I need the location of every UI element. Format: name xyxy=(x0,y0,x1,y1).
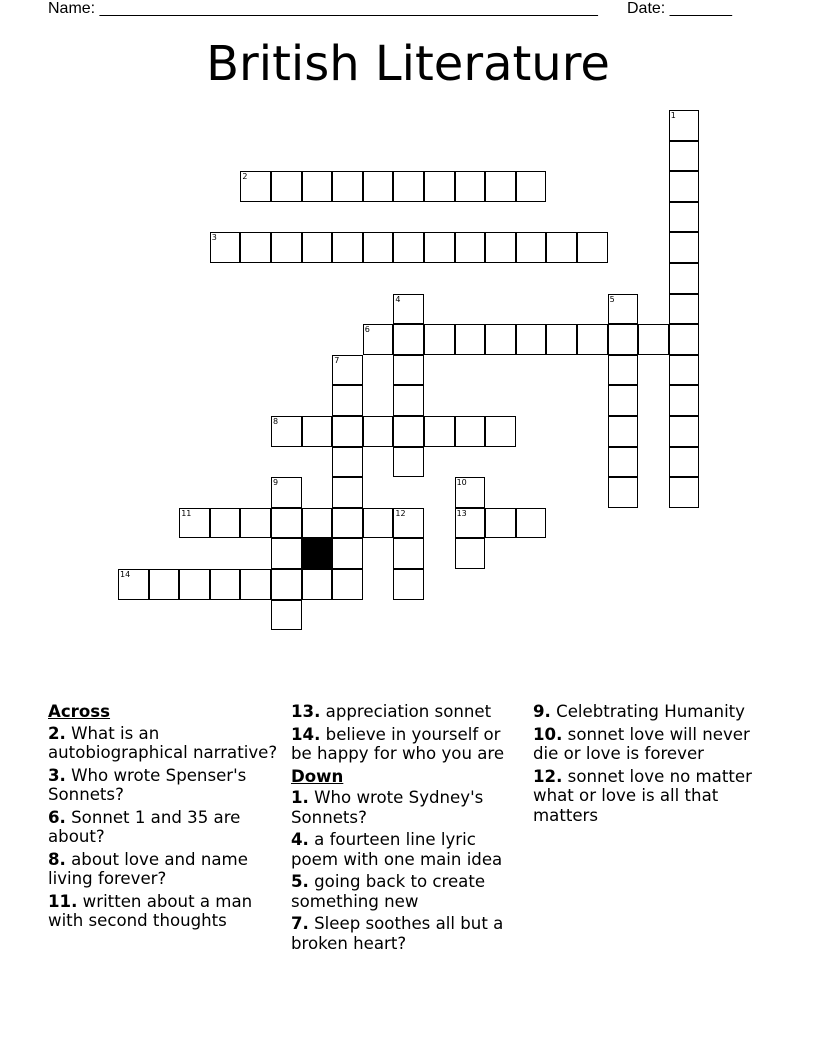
page-title: British Literature xyxy=(206,36,610,92)
grid-cell[interactable] xyxy=(240,569,271,600)
grid-cell[interactable] xyxy=(240,232,271,263)
clue-item xyxy=(533,725,768,764)
grid-cell[interactable] xyxy=(455,232,486,263)
clue-number: 11 xyxy=(181,508,192,518)
grid-cell[interactable] xyxy=(240,171,271,202)
grid-cell[interactable] xyxy=(271,232,302,263)
clue-text: Who wrote Sydney's Sonnets? xyxy=(291,788,484,827)
grid-cell[interactable] xyxy=(393,171,424,202)
clue-number-label: 2. xyxy=(48,723,66,743)
clue-column-3 xyxy=(533,702,768,828)
clue-item xyxy=(291,914,523,953)
grid-cell[interactable] xyxy=(271,416,302,447)
clue-item xyxy=(291,830,523,869)
grid-cell[interactable] xyxy=(485,416,516,447)
grid-cell[interactable] xyxy=(455,477,486,508)
clue-number: 9 xyxy=(273,478,279,488)
grid-cell[interactable] xyxy=(424,324,455,355)
clue-number: 6 xyxy=(364,325,370,335)
clue-item xyxy=(48,892,280,931)
grid-cell[interactable] xyxy=(669,110,700,141)
clue-column-1 xyxy=(48,702,280,934)
grid-cell[interactable] xyxy=(516,232,547,263)
grid-cell[interactable] xyxy=(608,294,639,325)
clue-text: about love and name living forever? xyxy=(48,849,248,888)
clue-number-label: 14. xyxy=(291,724,321,744)
grid-cell[interactable] xyxy=(302,569,333,600)
grid-cell[interactable] xyxy=(669,232,700,263)
grid-cell[interactable] xyxy=(669,477,700,508)
grid-cell[interactable] xyxy=(332,385,363,416)
grid-cell[interactable] xyxy=(669,385,700,416)
clue-item xyxy=(48,808,280,847)
clue-number: 12 xyxy=(395,508,406,518)
grid-cell[interactable] xyxy=(363,416,394,447)
grid-cell[interactable] xyxy=(179,569,210,600)
grid-cell[interactable] xyxy=(271,538,302,569)
grid-cell[interactable] xyxy=(393,294,424,325)
grid-cell[interactable] xyxy=(455,508,486,539)
clue-text: Who wrote Spenser's Sonnets? xyxy=(48,765,247,804)
grid-cell[interactable] xyxy=(516,171,547,202)
grid-cell[interactable] xyxy=(118,569,149,600)
clue-number-label: 1. xyxy=(291,788,309,807)
grid-cell[interactable] xyxy=(271,569,302,600)
grid-cell[interactable] xyxy=(455,538,486,569)
clue-number-label: 5. xyxy=(291,872,309,891)
grid-cell[interactable] xyxy=(179,508,210,539)
grid-cell[interactable] xyxy=(669,416,700,447)
grid-cell[interactable] xyxy=(669,447,700,478)
grid-cell[interactable] xyxy=(332,477,363,508)
grid-cell[interactable] xyxy=(455,324,486,355)
grid-cell[interactable] xyxy=(516,324,547,355)
clue-item xyxy=(291,725,523,764)
clue-item xyxy=(48,850,280,889)
clue-text: What is an autobiographical narrative? xyxy=(48,723,278,762)
clue-number: 5 xyxy=(609,294,615,304)
grid-cell[interactable] xyxy=(669,263,700,294)
grid-cell[interactable] xyxy=(210,508,241,539)
grid-cell[interactable] xyxy=(485,232,516,263)
grid-cell[interactable] xyxy=(332,508,363,539)
clue-item xyxy=(533,702,768,722)
clue-number-label: 4. xyxy=(291,830,309,849)
grid-cell[interactable] xyxy=(638,324,669,355)
grid-cell[interactable] xyxy=(669,324,700,355)
clue-number: 10 xyxy=(456,478,467,488)
clue-text: believe in yourself or be happy for who you are xyxy=(291,724,505,763)
grid-cell[interactable] xyxy=(424,171,455,202)
grid-cell[interactable] xyxy=(424,416,455,447)
grid-cell[interactable] xyxy=(363,324,394,355)
grid-cell[interactable] xyxy=(393,416,424,447)
grid-cell[interactable] xyxy=(240,508,271,539)
grid-cell[interactable] xyxy=(393,538,424,569)
name-field-label[interactable]: Name: ________________________________________________________ xyxy=(48,0,598,17)
grid-cell[interactable] xyxy=(608,416,639,447)
grid-cell[interactable] xyxy=(669,294,700,325)
grid-cell[interactable] xyxy=(669,202,700,233)
grid-cell[interactable] xyxy=(424,232,455,263)
across-heading: Across xyxy=(48,702,111,721)
grid-cell[interactable] xyxy=(608,447,639,478)
clue-item xyxy=(48,766,280,805)
clue-text: a fourteen line lyric poem with one main idea xyxy=(291,830,503,869)
grid-cell[interactable] xyxy=(332,171,363,202)
grid-cell[interactable] xyxy=(302,232,333,263)
grid-cell[interactable] xyxy=(546,324,577,355)
grid-cell[interactable] xyxy=(669,141,700,172)
grid-cell[interactable] xyxy=(332,538,363,569)
clue-number: 4 xyxy=(395,294,401,304)
clue-number-label: 7. xyxy=(291,914,309,933)
grid-cell[interactable] xyxy=(485,324,516,355)
clue-text: going back to create something new xyxy=(291,872,486,911)
grid-cell[interactable] xyxy=(393,232,424,263)
clue-text: Sonnet 1 and 35 are about? xyxy=(48,807,241,846)
grid-cell[interactable] xyxy=(393,385,424,416)
grid-cell[interactable] xyxy=(455,416,486,447)
grid-cell[interactable] xyxy=(363,232,394,263)
clue-text: written about a man with second thoughts xyxy=(48,891,253,930)
grid-cell[interactable] xyxy=(302,508,333,539)
clue-number: 8 xyxy=(273,417,279,426)
grid-cell[interactable] xyxy=(332,447,363,478)
grid-cell[interactable] xyxy=(485,171,516,202)
grid-cell[interactable] xyxy=(608,477,639,508)
clue-text: Sleep soothes all but a broken heart? xyxy=(291,914,504,953)
grid-cell[interactable] xyxy=(363,171,394,202)
grid-cell[interactable] xyxy=(332,569,363,600)
grid-cell[interactable] xyxy=(210,569,241,600)
grid-cell[interactable] xyxy=(271,477,302,508)
clue-item xyxy=(533,767,768,826)
clue-text: sonnet love no matter what or love is all that matters xyxy=(533,766,752,825)
grid-cell[interactable] xyxy=(332,355,363,386)
clue-item xyxy=(291,702,523,722)
clue-number-label: 9. xyxy=(533,702,551,721)
grid-cell[interactable] xyxy=(149,569,180,600)
clue-number-label: 10. xyxy=(533,724,563,744)
clue-number-label: 8. xyxy=(48,849,66,869)
grid-cell[interactable] xyxy=(577,232,608,263)
grid-cell[interactable] xyxy=(302,171,333,202)
clue-number: 3 xyxy=(211,233,217,243)
grid-cell[interactable] xyxy=(332,416,363,447)
clue-number: 13 xyxy=(456,508,467,518)
clue-column-2 xyxy=(291,702,523,956)
grid-cell[interactable] xyxy=(332,232,363,263)
clue-number-label: 12. xyxy=(533,766,563,786)
grid-cell[interactable] xyxy=(393,355,424,386)
grid-cell[interactable] xyxy=(577,324,608,355)
clue-number-label: 3. xyxy=(48,765,66,785)
grid-cell[interactable] xyxy=(393,508,424,539)
grid-cell[interactable] xyxy=(455,171,486,202)
grid-cell[interactable] xyxy=(271,171,302,202)
grid-cell[interactable] xyxy=(271,508,302,539)
clue-number-label: 6. xyxy=(48,807,66,827)
grid-cell[interactable] xyxy=(669,355,700,386)
grid-cell[interactable] xyxy=(546,232,577,263)
grid-cell[interactable] xyxy=(485,508,516,539)
clue-text: Celebtrating Humanity xyxy=(550,702,746,721)
grid-cell[interactable] xyxy=(608,355,639,386)
clue-number: 2 xyxy=(242,172,248,182)
clue-item xyxy=(291,788,523,827)
clue-item xyxy=(48,724,280,763)
grid-cell[interactable] xyxy=(516,508,547,539)
clue-text: sonnet love will never die or love is forever xyxy=(533,724,750,763)
grid-cell[interactable] xyxy=(302,416,333,447)
date-field-label[interactable]: Date: _______ xyxy=(627,0,732,17)
clue-number: 1 xyxy=(670,111,676,120)
clue-number-label: 11. xyxy=(48,891,78,911)
grid-cell[interactable] xyxy=(608,385,639,416)
grid-cell[interactable] xyxy=(393,569,424,600)
grid-cell[interactable] xyxy=(669,171,700,202)
grid-cell[interactable] xyxy=(271,600,302,631)
grid-cell[interactable] xyxy=(210,232,241,263)
grid-cell[interactable] xyxy=(393,324,424,355)
clue-item xyxy=(291,872,523,911)
down-heading: Down xyxy=(291,766,344,786)
clue-text: appreciation sonnet xyxy=(320,702,492,721)
grid-cell[interactable] xyxy=(363,508,394,539)
clue-number: 14 xyxy=(120,570,131,579)
clue-number-label: 13. xyxy=(291,702,321,721)
black-square xyxy=(302,538,333,569)
clue-number: 7 xyxy=(334,355,340,365)
grid-cell[interactable] xyxy=(393,447,424,478)
grid-cell[interactable] xyxy=(608,324,639,355)
